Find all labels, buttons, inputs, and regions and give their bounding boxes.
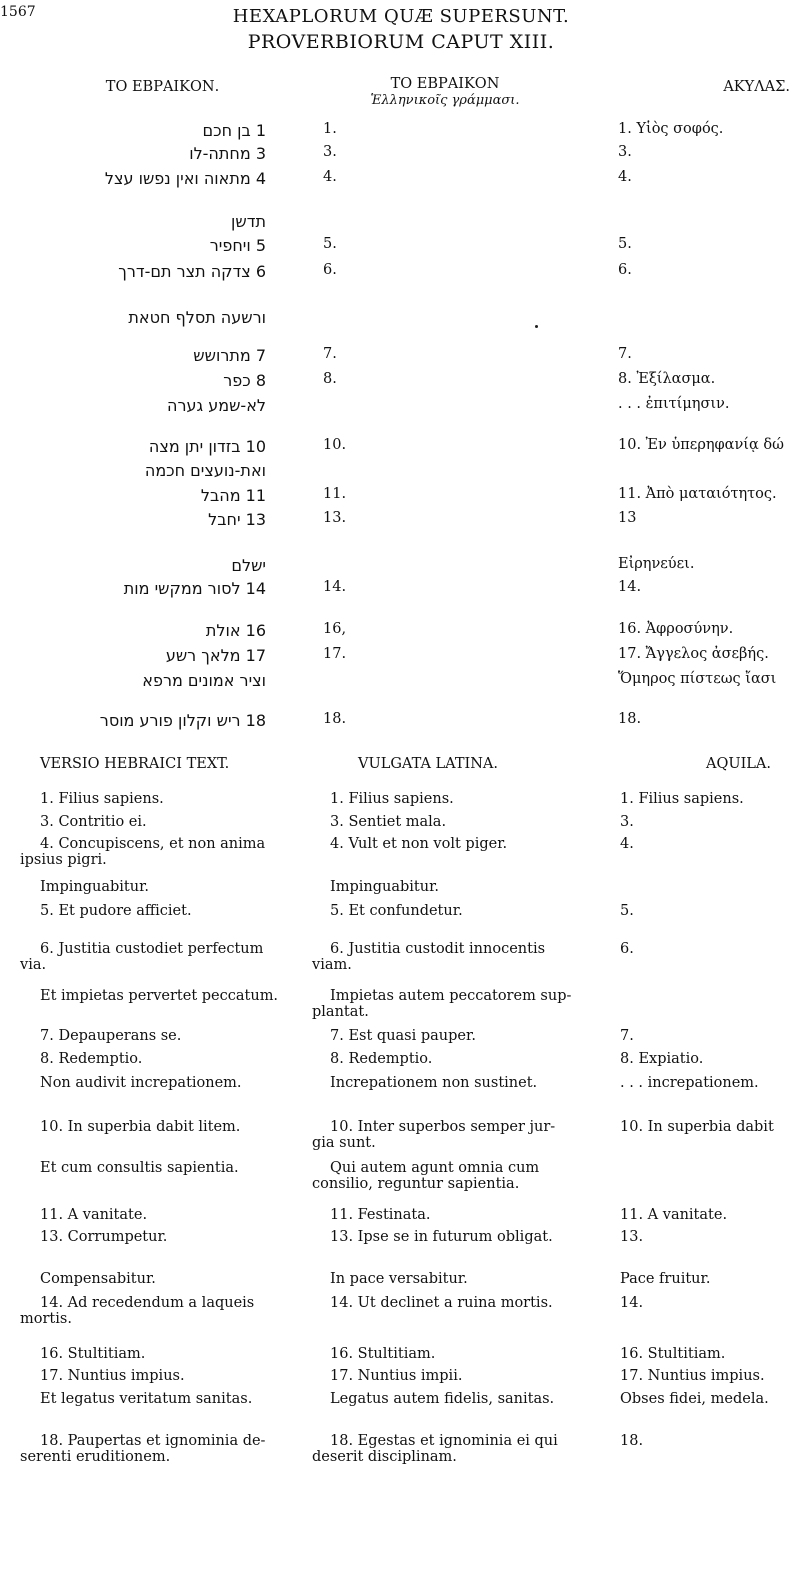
vulgata-text-line: Qui autem agunt omnia cum — [330, 1160, 540, 1176]
hebrew-text-line: 8 כפר — [223, 371, 266, 390]
aquila-latin-text-line: . . . increpationem. — [620, 1075, 759, 1091]
aquila-greek-text: 4. — [618, 169, 632, 185]
vulgata-text-line: 6. Justitia custodit innocentis — [330, 941, 546, 957]
versio-text-line: Et legatus veritatum sanitas. — [40, 1391, 253, 1407]
aquila-latin-text-line: 16. Stultitiam. — [620, 1346, 726, 1362]
vulgata-text-line: Increpationem non sustinet. — [330, 1075, 538, 1091]
vulgata-text-line: plantat. — [312, 1004, 369, 1020]
aquila-greek-text: 7. — [618, 346, 632, 362]
aquila-latin-text-line: 17. Nuntius impius. — [620, 1368, 765, 1384]
aquila-latin-column-heading: AQUILA. — [706, 756, 772, 772]
aquila-latin-text-line: 3. — [620, 814, 634, 830]
aquila-latin-text-line: 14. — [620, 1295, 644, 1311]
aquila-greek-text: Ὅμηρος πίστεως ἴασι — [618, 671, 777, 687]
versio-text-line: 3. Contritio ei. — [40, 814, 147, 830]
aquila-latin-text-line: 11. A vanitate. — [620, 1207, 728, 1223]
versio-text-line: 14. Ad recedendum a laqueis — [40, 1295, 255, 1311]
transliteration-column-heading: ΤΟ ΕΒΡΑΙΚΟΝ — [390, 76, 500, 92]
vulgata-text-line: 13. Ipse se in futurum obligat. — [330, 1229, 553, 1245]
versio-text-line: 5. Et pudore afficiet. — [40, 903, 192, 919]
transliteration-verse-number: 14. — [323, 579, 347, 595]
aquila-latin-text-line: 5. — [620, 903, 634, 919]
aquila-latin-text-line: 6. — [620, 941, 634, 957]
aquila-greek-text: 17. Ἄγγελος ἀσεβής. — [618, 646, 769, 662]
versio-text-line: Non audivit increpationem. — [40, 1075, 242, 1091]
versio-text-line: ipsius pigri. — [20, 852, 107, 868]
hebrew-text-line: ורשעה תסלף חטאת — [128, 308, 266, 327]
aquila-latin-text-line: Obses fidei, medela. — [620, 1391, 769, 1407]
versio-text-line: mortis. — [20, 1311, 72, 1327]
aquila-greek-text: 3. — [618, 144, 632, 160]
vulgata-text-line: 16. Stultitiam. — [330, 1346, 436, 1362]
versio-text-line: 17. Nuntius impius. — [40, 1368, 185, 1384]
vulgata-text-line: 3. Sentiet mala. — [330, 814, 447, 830]
running-title: HEXAPLORUM QUÆ SUPERSUNT. — [232, 6, 570, 27]
transliteration-verse-number: 3. — [323, 144, 337, 160]
aquila-latin-text-line: Pace fruitur. — [620, 1271, 711, 1287]
versio-text-line: 8. Redemptio. — [40, 1051, 143, 1067]
vulgata-text-line: deserit disciplinam. — [312, 1449, 457, 1465]
aquila-latin-text-line: 8. Expiatio. — [620, 1051, 704, 1067]
transliteration-column-subheading: Ἑλληνικοῖς γράμμασι. — [370, 93, 520, 108]
versio-text-line: 6. Justitia custodiet perfectum — [40, 941, 264, 957]
vulgata-text-line: 18. Egestas et ignominia ei qui — [330, 1433, 558, 1449]
aquila-greek-text: 1. Υἱὸς σοφός. — [618, 121, 724, 137]
versio-text-line: Et cum consultis sapientia. — [40, 1160, 239, 1176]
vulgata-text-line: 5. Et confundetur. — [330, 903, 463, 919]
hebrew-text-line: 6 צדקה תצר תם-דרך — [118, 262, 266, 281]
hebrew-text-line: 18 ריש וקלון פורע מוסר — [99, 711, 266, 730]
aquila-greek-text: 13 — [618, 510, 637, 526]
versio-text-line: Et impietas pervertet peccatum. — [40, 988, 279, 1004]
hebrew-column-heading: ΤΟ ΕΒΡΑΙΚΟΝ. — [105, 79, 220, 95]
vulgata-text-line: Impinguabitur. — [330, 879, 440, 895]
versio-text-line: 1. Filius sapiens. — [40, 791, 164, 807]
hebrew-text-line: 5 ויחפיר — [209, 236, 266, 255]
print-speck — [535, 325, 538, 328]
aquila-latin-text-line: 18. — [620, 1433, 644, 1449]
versio-text-line: 10. In superbia dabit litem. — [40, 1119, 241, 1135]
vulgata-text-line: Legatus autem fidelis, sanitas. — [330, 1391, 555, 1407]
hebrew-text-line: 14 לסור ממקשי מות — [123, 579, 266, 598]
aquila-latin-text-line: 1. Filius sapiens. — [620, 791, 744, 807]
hebrew-text-line: 4 מתאוה ואין נפשו עצל — [104, 169, 266, 188]
vulgata-text-line: 14. Ut declinet a ruina mortis. — [330, 1295, 553, 1311]
hebrew-text-line: 11 מהבל — [200, 486, 266, 505]
vulgata-text-line: gia sunt. — [312, 1135, 376, 1151]
transliteration-verse-number: 11. — [323, 486, 347, 502]
hebrew-text-line: 7 מתרושש — [193, 346, 266, 365]
transliteration-verse-number: 4. — [323, 169, 337, 185]
hebrew-text-line: לא-שמע גערה — [167, 396, 266, 415]
vulgata-text-line: 7. Est quasi pauper. — [330, 1028, 476, 1044]
hebrew-text-line: ואת-נועצים חכמה — [144, 461, 266, 480]
aquila-greek-text: 11. Ἀπὸ ματαιότητος. — [618, 486, 777, 502]
aquila-latin-text-line: 13. — [620, 1229, 644, 1245]
hebrew-text-line: 17 מלאך רשע — [165, 646, 266, 665]
aquila-greek-text: 6. — [618, 262, 632, 278]
transliteration-verse-number: 13. — [323, 510, 347, 526]
aquila-greek-column-heading: ΑΚΥΛΑΣ. — [723, 79, 790, 95]
vulgata-text-line: 1. Filius sapiens. — [330, 791, 454, 807]
aquila-greek-text: 5. — [618, 236, 632, 252]
versio-text-line: Impinguabitur. — [40, 879, 150, 895]
vulgata-text-line: 4. Vult et non volt piger. — [330, 836, 508, 852]
versio-column-heading: VERSIO HEBRAICI TEXT. — [40, 756, 230, 772]
versio-text-line: 4. Concupiscens, et non anima — [40, 836, 266, 852]
hebrew-text-line: ישלם — [231, 556, 266, 575]
vulgata-text-line: consilio, reguntur sapientia. — [312, 1176, 520, 1192]
transliteration-verse-number: 7. — [323, 346, 337, 362]
vulgata-text-line: viam. — [312, 957, 352, 973]
vulgata-column-heading: VULGATA LATINA. — [358, 756, 499, 772]
aquila-greek-text: 18. — [618, 711, 642, 727]
vulgata-text-line: 10. Inter superbos semper jur- — [330, 1119, 556, 1135]
aquila-latin-text-line: 10. In superbia dabit — [620, 1119, 774, 1135]
chapter-title: PROVERBIORUM CAPUT XIII. — [247, 31, 555, 53]
versio-text-line: 11. A vanitate. — [40, 1207, 148, 1223]
aquila-greek-text: 16. Ἀφροσύνην. — [618, 621, 734, 637]
versio-text-line: serenti eruditionem. — [20, 1449, 171, 1465]
vulgata-text-line: 11. Festinata. — [330, 1207, 431, 1223]
transliteration-verse-number: 16, — [323, 621, 347, 637]
versio-text-line: 18. Paupertas et ignominia de- — [40, 1433, 266, 1449]
aquila-greek-text: 14. — [618, 579, 642, 595]
versio-text-line: 7. Depauperans se. — [40, 1028, 182, 1044]
aquila-latin-text-line: 7. — [620, 1028, 634, 1044]
transliteration-verse-number: 8. — [323, 371, 337, 387]
versio-text-line: 16. Stultitiam. — [40, 1346, 146, 1362]
vulgata-text-line: Impietas autem peccatorem sup- — [330, 988, 572, 1004]
versio-text-line: 13. Corrumpetur. — [40, 1229, 168, 1245]
versio-text-line: Compensabitur. — [40, 1271, 156, 1287]
transliteration-verse-number: 10. — [323, 437, 347, 453]
page-number: 1567 — [0, 4, 36, 20]
transliteration-verse-number: 17. — [323, 646, 347, 662]
vulgata-text-line: 8. Redemptio. — [330, 1051, 433, 1067]
hebrew-text-line: 16 אולת — [205, 621, 266, 640]
hebrew-text-line: 1 בן חכם — [202, 121, 266, 140]
aquila-greek-text: 10. Ἐν ὑπερηφανίᾳ δώ — [618, 437, 784, 453]
hebrew-text-line: תדשן — [231, 212, 266, 231]
transliteration-verse-number: 18. — [323, 711, 347, 727]
aquila-greek-text: 8. Ἐξίλασμα. — [618, 371, 716, 387]
aquila-greek-text: . . . ἐπιτίμησιν. — [618, 396, 730, 412]
versio-text-line: via. — [20, 957, 47, 973]
hebrew-text-line: וציר אמונים מרפא — [142, 671, 266, 690]
transliteration-verse-number: 5. — [323, 236, 337, 252]
aquila-latin-text-line: 4. — [620, 836, 634, 852]
hebrew-text-line: 10 בזדון יתן מצה — [148, 437, 266, 456]
aquila-greek-text: Εἰρηνεύει. — [618, 556, 695, 572]
vulgata-text-line: 17. Nuntius impii. — [330, 1368, 463, 1384]
hebrew-text-line: 13 יחבל — [208, 510, 266, 529]
vulgata-text-line: In pace versabitur. — [330, 1271, 468, 1287]
transliteration-verse-number: 1. — [323, 121, 337, 137]
hebrew-text-line: 3 מחתה-לו — [189, 144, 266, 163]
transliteration-verse-number: 6. — [323, 262, 337, 278]
